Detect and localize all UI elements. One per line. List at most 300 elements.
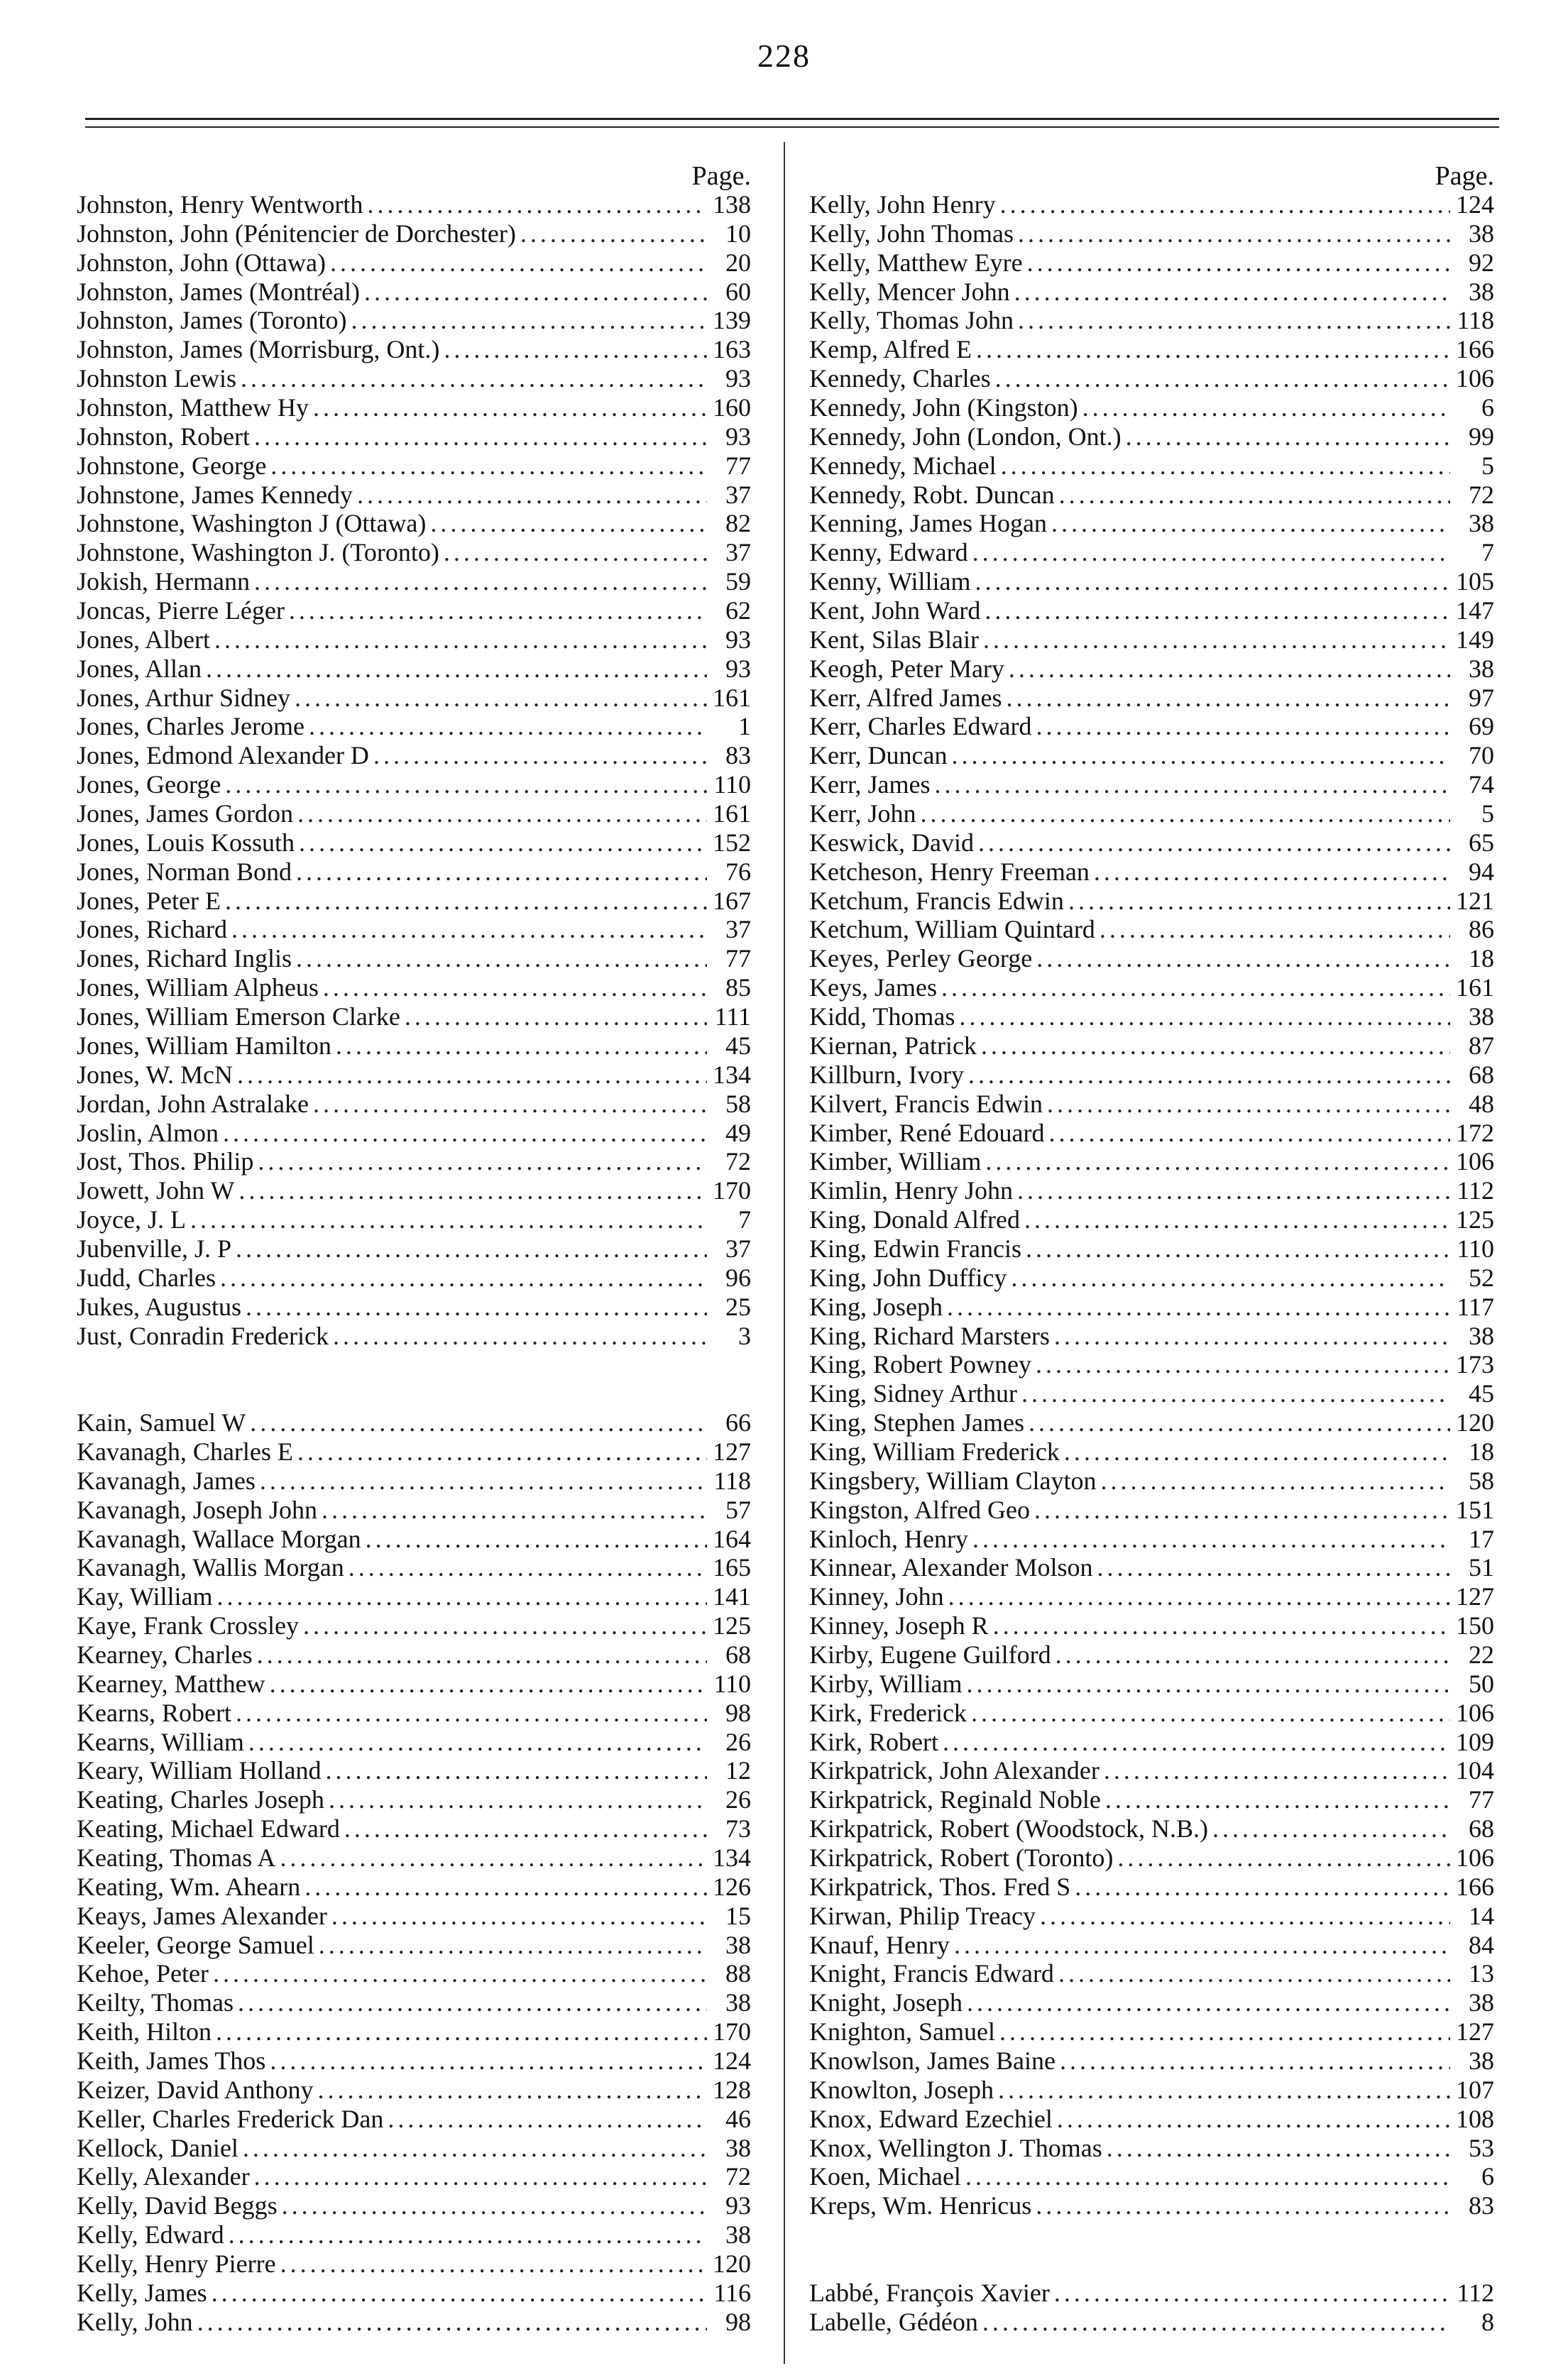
dot-leader (282, 2191, 707, 2220)
entry-name: Keilty, Thomas (77, 1988, 234, 2017)
entry-name: King, Stephen James (809, 1408, 1024, 1437)
index-group (809, 2279, 1494, 2337)
entry-name: Kimlin, Henry John (809, 1176, 1013, 1205)
entry-name: Ketchum, Francis Edwin (809, 886, 1064, 915)
dot-leader (965, 2162, 1450, 2191)
index-entry (77, 2250, 751, 2279)
index-entry (809, 1264, 1494, 1293)
entry-page: 152 (713, 828, 751, 857)
entry-page: 124 (1456, 190, 1494, 219)
entry-page: 38 (725, 2133, 751, 2162)
index-entry (77, 2220, 751, 2250)
dot-leader (325, 1756, 707, 1785)
dot-leader (305, 1873, 707, 1902)
index-entry (77, 741, 751, 770)
entry-name: Kinloch, Henry (809, 1524, 968, 1553)
dot-leader (238, 1988, 707, 2017)
dot-leader (243, 2134, 707, 2163)
entry-page: 82 (725, 509, 751, 538)
index-entry (809, 1902, 1494, 1931)
index-entry (809, 1350, 1494, 1379)
index-entry (809, 567, 1494, 596)
index-entry (77, 422, 751, 451)
entry-name: Knowlson, James Baine (809, 2046, 1056, 2075)
entry-page: 38 (725, 1988, 751, 2017)
dot-leader (1101, 1467, 1450, 1496)
dot-leader (975, 567, 1450, 596)
entry-page: 69 (1469, 712, 1494, 741)
dot-leader (237, 1061, 707, 1090)
dot-leader (1054, 1322, 1450, 1351)
dot-leader (968, 1061, 1450, 1090)
entry-page: 99 (1469, 422, 1494, 451)
entry-page: 106 (1456, 1147, 1494, 1176)
dot-leader (1009, 654, 1450, 684)
index-entry (77, 1873, 751, 1902)
index-entry (809, 248, 1494, 278)
index-entry (77, 2046, 751, 2076)
index-entry (77, 1031, 751, 1061)
entry-name: Kirkpatrick, Reginald Noble (809, 1785, 1101, 1814)
dot-leader (1064, 1437, 1450, 1467)
entry-name: Labbé, François Xavier (809, 2278, 1050, 2307)
dot-leader (296, 857, 707, 887)
entry-page: 141 (713, 1582, 751, 1611)
dot-leader (1057, 2105, 1450, 2134)
header-rule-thin (85, 126, 1499, 128)
index-entry (809, 1119, 1494, 1148)
entry-page: 12 (725, 1756, 751, 1785)
entry-page: 118 (1457, 306, 1494, 335)
entry-page: 6 (1481, 393, 1494, 422)
entry-page: 111 (714, 1002, 751, 1031)
index-entry (77, 1756, 751, 1785)
entry-page: 167 (713, 886, 751, 915)
dot-leader (333, 1322, 707, 1351)
entry-page: 147 (1456, 596, 1494, 625)
index-entry (77, 1437, 751, 1467)
index-entry (809, 625, 1494, 654)
dot-leader (444, 538, 707, 567)
dot-leader (366, 1525, 707, 1554)
dot-leader (1036, 712, 1450, 741)
dot-leader (299, 828, 707, 857)
entry-page: 110 (713, 770, 751, 799)
entry-name: Jones, William Emerson Clarke (77, 1002, 400, 1031)
dot-leader (995, 364, 1450, 393)
index-entry (77, 1090, 751, 1119)
entry-page: 68 (725, 1640, 751, 1669)
entry-page: 116 (713, 2278, 751, 2307)
entry-page: 88 (725, 1959, 751, 1988)
index-entry (809, 887, 1494, 916)
entry-name: King, Richard Marsters (809, 1321, 1050, 1350)
entry-page: 93 (725, 654, 751, 683)
entry-page: 37 (725, 538, 751, 567)
entry-page: 76 (725, 857, 751, 886)
entry-page: 106 (1456, 1843, 1494, 1872)
index-entry (809, 190, 1494, 219)
entry-name: Kirkpatrick, John Alexander (809, 1756, 1100, 1785)
entry-page: 172 (1456, 1118, 1494, 1147)
entry-name: Kimber, William (809, 1147, 982, 1176)
index-entry (77, 2191, 751, 2220)
entry-page: 73 (725, 1814, 751, 1843)
index-entry (77, 1582, 751, 1611)
entry-page: 18 (1469, 1437, 1494, 1466)
entry-name: Keith, James Thos (77, 2046, 266, 2075)
index-entry (809, 1699, 1494, 1728)
entry-name: Kennedy, Michael (809, 451, 997, 480)
dot-leader (206, 654, 707, 684)
dot-leader (349, 1553, 707, 1582)
entry-page: 22 (1469, 1640, 1494, 1669)
dot-leader (1011, 1264, 1450, 1293)
entry-name: Knauf, Henry (809, 1930, 950, 1959)
entry-page: 26 (725, 1727, 751, 1756)
dot-leader (1021, 1379, 1450, 1408)
index-entry (77, 1496, 751, 1525)
entry-page: 96 (725, 1263, 751, 1292)
entry-page: 161 (713, 799, 751, 828)
entry-name: Keller, Charles Frederick Dan (77, 2104, 384, 2133)
index-entry (77, 1119, 751, 1148)
entry-name: Ketchum, William Quintard (809, 915, 1095, 944)
index-entry (809, 219, 1494, 248)
entry-page: 72 (725, 2162, 751, 2191)
dot-leader (289, 596, 707, 625)
entry-name: Kenny, William (809, 567, 971, 596)
entry-page: 149 (1456, 625, 1494, 654)
entry-page: 117 (1457, 1292, 1494, 1321)
entry-page: 58 (725, 1089, 751, 1118)
index-entry (809, 364, 1494, 393)
dot-leader (1117, 1843, 1450, 1873)
index-entry (77, 364, 751, 393)
entry-page: 108 (1456, 2104, 1494, 2133)
dot-leader (1029, 1408, 1450, 1437)
entry-name: Knight, Joseph (809, 1988, 963, 2017)
entry-name: Kavanagh, Wallace Morgan (77, 1524, 361, 1553)
entry-name: Joyce, J. L (77, 1205, 186, 1234)
entry-name: Kinney, John (809, 1582, 944, 1611)
dot-leader (190, 1205, 707, 1234)
entry-name: Kemp, Alfred E (809, 335, 972, 364)
index-entry (77, 944, 751, 973)
index-entry (809, 422, 1494, 451)
index-entry (77, 2308, 751, 2337)
entry-page: 164 (713, 1524, 751, 1553)
index-entry (809, 2046, 1494, 2076)
entry-name: Keswick, David (809, 828, 974, 857)
dot-leader (254, 2162, 707, 2191)
entry-page: 163 (713, 335, 751, 364)
index-entry (809, 1959, 1494, 1988)
entry-name: Jones, Richard (77, 915, 227, 944)
entry-name: Kingsbery, William Clayton (809, 1466, 1097, 1495)
entry-page: 127 (713, 1437, 751, 1466)
entry-name: Kingston, Alfred Geo (809, 1495, 1030, 1524)
entry-name: Jones, George (77, 770, 221, 799)
dot-leader (959, 1002, 1450, 1031)
entry-page: 25 (725, 1292, 751, 1321)
dot-leader (241, 364, 707, 393)
group-gap (77, 1350, 751, 1408)
dot-leader (1034, 1496, 1450, 1525)
dot-leader (1104, 1756, 1450, 1785)
entry-page: 94 (1469, 857, 1494, 886)
dot-leader (999, 2017, 1450, 2046)
entry-page: 20 (725, 248, 751, 277)
dot-leader (1094, 857, 1450, 887)
entry-name: Johnston, James (Morrisburg, Ont.) (77, 335, 440, 364)
index-entry (77, 509, 751, 538)
entry-page: 62 (725, 596, 751, 625)
index-entry (809, 712, 1494, 741)
dot-leader (985, 1147, 1450, 1176)
dot-leader (1036, 1350, 1450, 1379)
index-entry (77, 190, 751, 219)
group-gap (809, 2220, 1494, 2279)
entry-name: Killburn, Ivory (809, 1060, 964, 1089)
entry-page: 84 (1469, 1930, 1494, 1959)
index-entry (809, 799, 1494, 828)
index-entry (809, 973, 1494, 1002)
index-group (77, 190, 751, 1350)
index-entry (809, 1234, 1494, 1264)
entry-page: 72 (1469, 480, 1494, 509)
entry-name: Kirby, Eugene Guilford (809, 1640, 1051, 1669)
index-entry (809, 2076, 1494, 2105)
entry-page: 51 (1469, 1553, 1494, 1582)
dot-leader (1051, 509, 1450, 538)
entry-name: Jones, Norman Bond (77, 857, 292, 886)
entry-name: Johnston, Matthew Hy (77, 393, 309, 422)
entry-name: King, Donald Alfred (809, 1205, 1020, 1234)
index-entry (809, 1785, 1494, 1814)
entry-page: 97 (1469, 683, 1494, 712)
dot-leader (1018, 306, 1450, 335)
entry-name: Keating, Michael Edward (77, 1814, 340, 1843)
entry-page: 170 (713, 2017, 751, 2046)
index-entry (809, 1843, 1494, 1873)
index-entry (77, 684, 751, 713)
dot-leader (236, 1699, 707, 1728)
entry-name: King, Edwin Francis (809, 1234, 1021, 1263)
index-entry (809, 1728, 1494, 1757)
index-entry (77, 654, 751, 684)
index-entry (809, 1525, 1494, 1554)
entry-page: 7 (1481, 538, 1494, 567)
index-entry (77, 2162, 751, 2191)
index-entry (809, 1031, 1494, 1061)
entry-page: 38 (1469, 277, 1494, 306)
entry-name: Kelly, Edward (77, 2220, 224, 2250)
dot-leader (1047, 1090, 1450, 1119)
dot-leader (216, 2017, 707, 2046)
dot-leader (313, 393, 707, 422)
dot-leader (981, 1031, 1450, 1061)
entry-name: Judd, Charles (77, 1263, 216, 1292)
index-entry (809, 1467, 1494, 1496)
entry-name: Kearns, Robert (77, 1698, 231, 1727)
dot-leader (388, 2105, 707, 2134)
entry-page: 127 (1456, 1582, 1494, 1611)
entry-name: Kerr, Alfred James (809, 683, 1002, 712)
index-entry (809, 1061, 1494, 1090)
index-entry (77, 451, 751, 481)
index-entry (77, 335, 751, 364)
index-entry (77, 1902, 751, 1931)
dot-leader (1059, 481, 1450, 510)
dot-leader (225, 770, 707, 799)
entry-page: 13 (1469, 1959, 1494, 1988)
index-entry (77, 712, 751, 741)
entry-page: 37 (725, 1234, 751, 1263)
entry-name: Jost, Thos. Philip (77, 1147, 254, 1176)
entry-page: 173 (1456, 1350, 1494, 1379)
entry-page: 38 (1469, 219, 1494, 248)
entry-name: Keays, James Alexander (77, 1901, 327, 1930)
index-entry (809, 1640, 1494, 1670)
dot-leader (336, 1031, 707, 1061)
index-entry (77, 306, 751, 335)
entry-name: Keogh, Peter Mary (809, 654, 1004, 683)
dot-leader (250, 1408, 707, 1437)
dot-leader (231, 915, 707, 944)
dot-leader (1082, 393, 1450, 422)
dot-leader (254, 422, 707, 451)
index-entry (77, 1814, 751, 1843)
index-entry (77, 625, 751, 654)
entry-name: Johnston, John (Ottawa) (77, 248, 326, 277)
entry-page: 109 (1456, 1727, 1494, 1756)
dot-leader (1068, 887, 1450, 916)
entry-name: Kearney, Charles (77, 1640, 253, 1669)
index-entry (809, 1553, 1494, 1582)
entry-name: Kirby, William (809, 1669, 963, 1698)
dot-leader (982, 2308, 1450, 2337)
entry-name: Kerr, John (809, 799, 916, 828)
dot-leader (229, 2220, 707, 2250)
entry-page: 112 (1457, 2278, 1494, 2307)
entry-name: Johnston, James (Montréal) (77, 277, 360, 306)
entry-name: Kerr, James (809, 770, 931, 799)
index-entry (809, 2308, 1494, 2337)
entry-name: Kent, John Ward (809, 596, 981, 625)
index-entry (77, 1234, 751, 1264)
entry-name: Jukes, Augustus (77, 1292, 242, 1321)
index-entry (77, 1931, 751, 1960)
entry-name: Jones, Allan (77, 654, 202, 683)
index-entry (809, 1670, 1494, 1699)
entry-page: 38 (1469, 654, 1494, 683)
entry-page: 124 (713, 2046, 751, 2075)
index-entry (77, 1176, 751, 1205)
entry-page: 106 (1456, 364, 1494, 393)
dot-leader (1006, 684, 1450, 713)
entry-name: Johnston, Henry Wentworth (77, 190, 363, 219)
index-entry (77, 481, 751, 510)
entry-page: 134 (713, 1060, 751, 1089)
entry-page: 38 (725, 2220, 751, 2250)
dot-leader (330, 248, 707, 278)
right-column (809, 162, 1494, 2337)
index-entry (809, 1496, 1494, 1525)
index-group (809, 190, 1494, 2220)
dot-leader (976, 335, 1450, 364)
entry-page: 161 (1456, 973, 1494, 1002)
dot-leader (1017, 1176, 1450, 1205)
entry-name: Kehoe, Peter (77, 1959, 209, 1988)
dot-leader (303, 1611, 707, 1640)
entry-name: Keizer, David Anthony (77, 2075, 314, 2104)
index-entry (809, 509, 1494, 538)
dot-leader (260, 1467, 707, 1496)
dot-leader (1100, 915, 1450, 944)
entry-name: Jones, Louis Kossuth (77, 828, 295, 857)
entry-name: Jones, Richard Inglis (77, 944, 292, 973)
dot-leader (322, 1496, 707, 1525)
entry-page: 106 (1456, 1698, 1494, 1727)
dot-leader (1018, 219, 1450, 248)
entry-name: Kirkpatrick, Robert (Toronto) (809, 1843, 1114, 1872)
entry-page: 93 (725, 625, 751, 654)
dot-leader (520, 219, 707, 248)
index-entry (809, 684, 1494, 713)
entry-page: 5 (1481, 451, 1494, 480)
entry-name: Jones, William Hamilton (77, 1031, 331, 1060)
index-entry (77, 1205, 751, 1234)
entry-name: Joslin, Almon (77, 1118, 219, 1147)
dot-leader (331, 1902, 707, 1931)
entry-page: 45 (1469, 1379, 1494, 1408)
dot-leader (197, 2308, 707, 2337)
entry-name: Jubenville, J. P (77, 1234, 232, 1263)
dot-leader (983, 625, 1450, 654)
index-entry (77, 2105, 751, 2134)
entry-name: Kelly, Alexander (77, 2162, 250, 2191)
entry-name: Keith, Hilton (77, 2017, 212, 2046)
dot-leader (367, 190, 707, 219)
entry-page: 38 (1469, 2046, 1494, 2075)
dot-leader (921, 799, 1450, 828)
dot-leader (1056, 1640, 1450, 1670)
entry-name: Kimber, René Edouard (809, 1118, 1045, 1147)
entry-name: Kenny, Edward (809, 538, 968, 567)
dot-leader (998, 2076, 1450, 2105)
entry-page: 166 (1456, 335, 1494, 364)
index-entry (809, 1090, 1494, 1119)
entry-name: Kidd, Thomas (809, 1002, 955, 1031)
entry-page: 6 (1481, 2162, 1494, 2191)
entry-page: 86 (1469, 915, 1494, 944)
index-entry (809, 1988, 1494, 2017)
dot-leader (270, 451, 707, 481)
entry-name: Johnstone, James Kennedy (77, 480, 353, 509)
index-entry (809, 1002, 1494, 1031)
entry-page: 125 (1456, 1205, 1494, 1234)
index-entry (77, 1264, 751, 1293)
index-entry (77, 1640, 751, 1670)
dot-leader (1001, 451, 1450, 481)
index-entry (77, 1147, 751, 1176)
entry-name: Knox, Edward Ezechiel (809, 2104, 1053, 2133)
index-entry (77, 915, 751, 944)
entry-page: 7 (738, 1205, 751, 1234)
entry-name: Kellock, Daniel (77, 2133, 239, 2162)
dot-leader (239, 1176, 707, 1205)
